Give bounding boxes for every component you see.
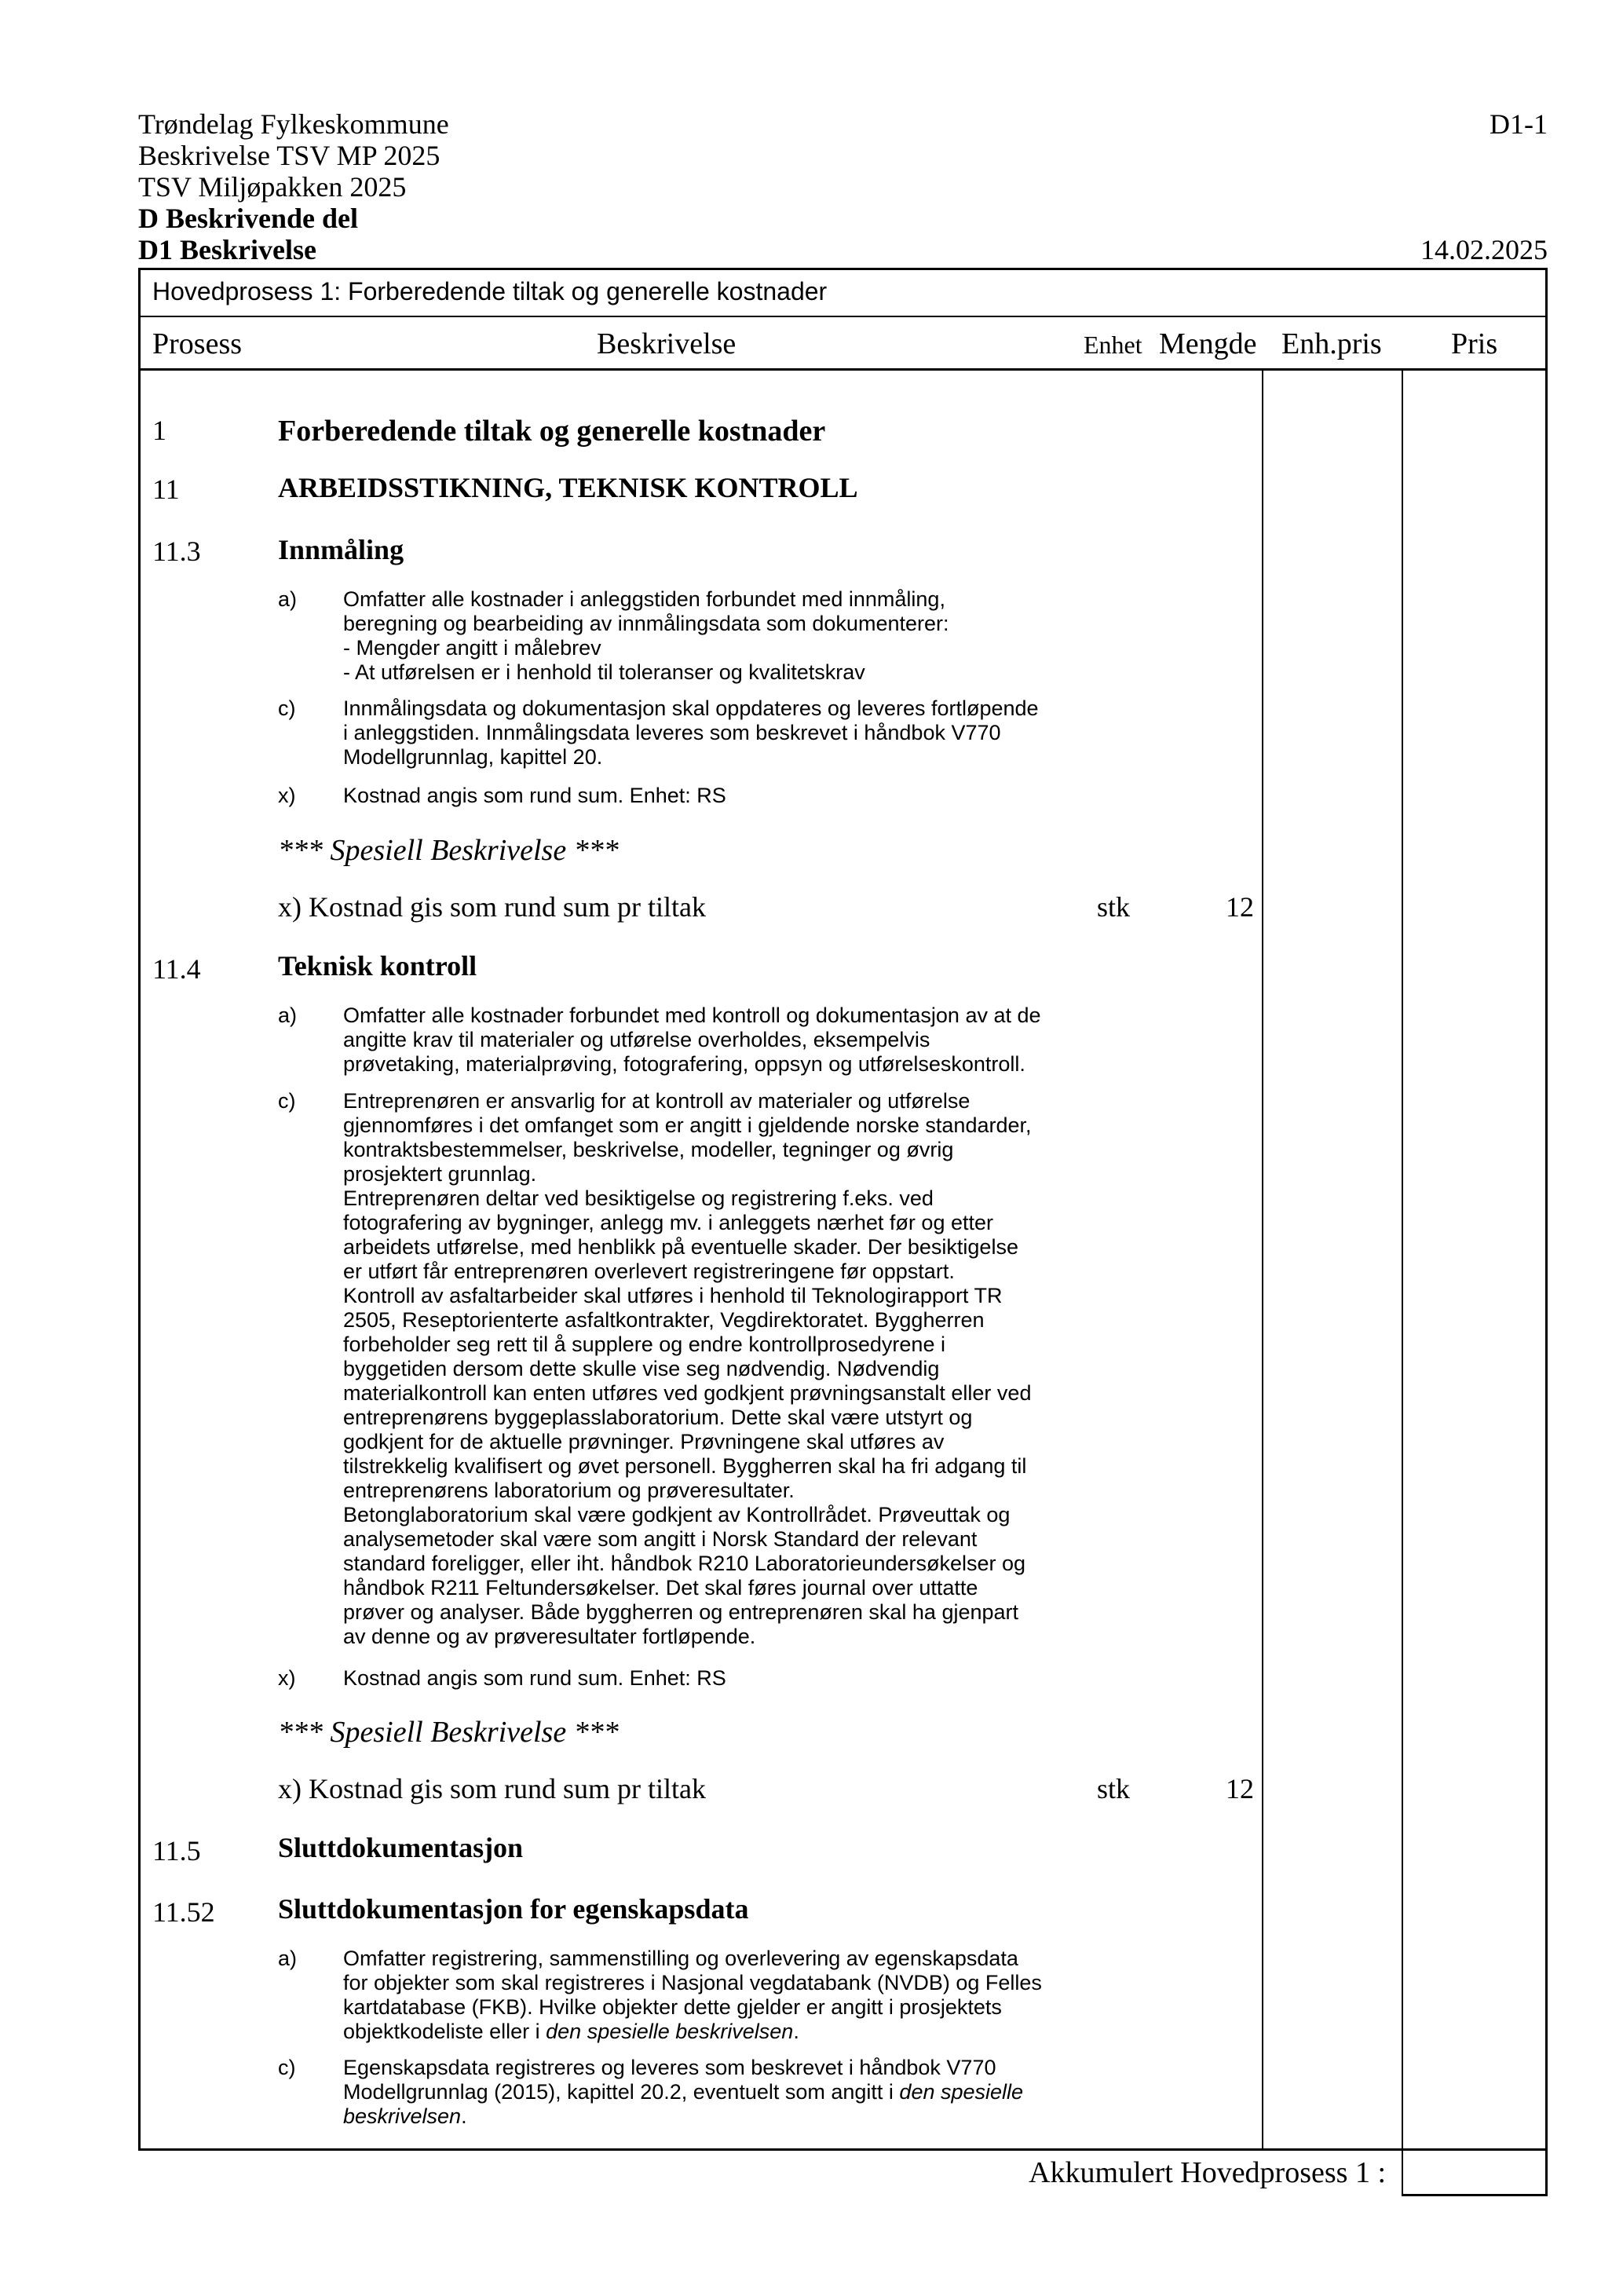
- row-code: 11.3: [152, 536, 201, 567]
- item-text: Kostnad angis som rund sum. Enhet: RS: [343, 1666, 726, 1690]
- row-code: 11: [152, 473, 180, 505]
- frame-top: [138, 268, 1548, 270]
- unit-cell: stk: [1097, 1773, 1131, 1804]
- item-text: Kostnad angis som rund sum. Enhet: RS: [343, 784, 726, 807]
- item-text-italic: den spesielle beskrivelsen: [546, 2020, 794, 2043]
- quantity-cell: 12: [1226, 1773, 1254, 1804]
- header-project: TSV Miljøpakken 2025: [138, 171, 407, 203]
- row-title: Forberedende tiltak og generelle kostnader: [278, 415, 826, 448]
- col-header-beskrivelse: Beskrivelse: [597, 327, 737, 360]
- row-code: 11.5: [152, 1835, 201, 1866]
- frame-title-bottom: [138, 316, 1548, 317]
- item-letter: c): [278, 2056, 296, 2079]
- item-text: [343, 2056, 1023, 2129]
- item-letter: a): [278, 1004, 298, 1027]
- frame-bottom: [138, 2148, 1548, 2151]
- header-part: D Beskrivende del: [138, 203, 359, 234]
- row-code: 11.4: [152, 953, 201, 985]
- item-letter: c): [278, 696, 296, 720]
- frame-right: [1545, 268, 1548, 2151]
- item-text: Omfatter alle kostnader i anleggstiden forbundet med innmåling, beregning og bearbeiding av innmålingsdata som dokumenterer: - Mengder angitt i målebrev - At utførelsen er i henhold til toleranser og kvalitetskrav: [343, 587, 949, 684]
- accumulated-value-cell[interactable]: [1403, 2151, 1545, 2194]
- unit-cell: stk: [1097, 891, 1131, 923]
- item-letter: x): [278, 1666, 296, 1690]
- footer-box-bottom: [1402, 2194, 1548, 2196]
- frame-left: [138, 268, 141, 2151]
- header-org: Trøndelag Fylkeskommune: [138, 108, 449, 140]
- special-description-heading: *** Spesiell Beskrivelse ***: [278, 834, 619, 867]
- header-doc: Beskrivelse TSV MP 2025: [138, 140, 440, 171]
- item-text: Innmålingsdata og dokumentasjon skal oppdateres og leveres fortløpende i anleggstiden. Innmålingsdata leveres som beskrevet i håndbok V770 Modellgrunnlag, kapittel 20.: [343, 696, 1039, 769]
- price-line: x) Kostnad gis som rund sum pr tiltak: [278, 1773, 706, 1804]
- frame-header-bottom: [138, 368, 1548, 371]
- col-header-mengde: Mengde: [1159, 327, 1257, 360]
- col-header-prosess: Prosess: [152, 327, 243, 360]
- item-text-part: Omfatter registrering, sammenstilling og overlevering av egenskapsdata for objekter som skal registreres i Nasjonal vegdatabank (NVDB) og Felles kartdatabase (FKB). Hvilke objekter dette gjelder er angitt i prosjektets objektkodeliste eller i: [343, 1947, 1042, 2043]
- row-code: 1: [152, 415, 166, 446]
- page-number: D1-1: [1490, 108, 1548, 140]
- item-text: [343, 1947, 1042, 2044]
- row-title: Innmåling: [278, 534, 404, 565]
- process-title: Hovedprosess 1: Forberedende tiltak og generelle kostnader: [152, 277, 828, 305]
- accumulated-label: Akkumulert Hovedprosess 1 :: [1029, 2156, 1386, 2189]
- price-line: x) Kostnad gis som rund sum pr tiltak: [278, 891, 706, 923]
- col-header-enhpris: Enh.pris: [1281, 327, 1382, 360]
- item-text-part: .: [793, 2020, 799, 2043]
- item-text-part: Egenskapsdata registreres og leveres som beskrevet i håndbok V770 Modellgrunnlag (2015), kapittel 20.2, eventuelt som angitt i: [343, 2056, 996, 2104]
- item-text: Entreprenøren er ansvarlig for at kontroll av materialer og utførelse gjennomføres i det omfanget som er angitt i gjeldende norske standarder, kontraktsbestemmelser, beskrivelse, modeller, tegninger og øvrig prosjektert grunnlag. Entreprenøren deltar ved besiktigelse og registrering f.eks. ved fotografering av bygninger, anlegg mv. i anleggets nærhet før og etter arbeidets utførelse, med henblikk på eventuelle skader. Der besiktigelse er utført får entreprenøren overlevert registreringene før oppstart. Kontroll av asfaltarbeider skal utføres i henhold til Teknologirapport TR 2505, Reseptorienterte asfaltkontrakter, Vegdirektoratet. Byggherren forbeholder seg rett til å supplere og endre kontrollprosedyrene i byggetiden dersom dette skulle vise seg nødvendig. Nødvendig materialkontroll kan enten utføres ved godkjent prøvningsanstalt eller ved entreprenørens byggeplasslaboratorium. Dette skal være utstyrt og godkjent for de aktuelle prøvninger. Prøvningene skal utføres av tilstrekkelig kvalifisert og øvet personell. Byggherren skal ha fri adgang til entreprenørens laboratorium og prøveresultater. Betonglaboratorium skal være godkjent av Kontrollrådet. Prøveuttak og analysemetoder skal være som angitt i Norsk Standard der relevant standard foreligger, eller iht. håndbok R210 Laboratorieundersøkelser og håndbok R211 Feltundersøkelser. Det skal føres journal over uttatte prøver og analyser. Både byggherren og entreprenøren skal ha gjenpart av denne og av prøveresultater fortløpende.: [343, 1089, 1032, 1648]
- quantity-cell: 12: [1226, 891, 1254, 923]
- row-title: Sluttdokumentasjon for egenskapsdata: [278, 1893, 749, 1925]
- row-title: ARBEIDSSTIKNING, TEKNISK KONTROLL: [278, 472, 858, 503]
- row-code: 11.52: [152, 1896, 215, 1928]
- col-header-enhet: Enhet: [1084, 331, 1142, 359]
- col-header-pris: Pris: [1451, 327, 1498, 360]
- row-title: Sluttdokumentasjon: [278, 1832, 524, 1863]
- item-text: Omfatter alle kostnader forbundet med kontroll og dokumentasjon av at de angitte krav til materialer og utførelse overholdes, eksempelvis prøvetaking, materialprøving, fotografering, oppsyn og utførelseskontroll.: [343, 1004, 1041, 1076]
- item-text-italic: den spesielle beskrivelsen: [343, 2080, 1024, 2128]
- item-letter: x): [278, 784, 296, 807]
- special-description-heading: *** Spesiell Beskrivelse ***: [278, 1716, 619, 1749]
- item-letter: a): [278, 1947, 298, 1970]
- header-date: 14.02.2025: [1420, 234, 1548, 265]
- header-section: D1 Beskrivelse: [138, 234, 316, 265]
- footer-box-right: [1545, 2148, 1548, 2196]
- item-text-part: .: [461, 2104, 467, 2128]
- item-letter: c): [278, 1089, 296, 1113]
- item-letter: a): [278, 587, 298, 611]
- row-title: Teknisk kontroll: [278, 950, 477, 982]
- col-divider-mengde: [1262, 368, 1263, 2150]
- col-divider-enhpris: [1402, 368, 1403, 2195]
